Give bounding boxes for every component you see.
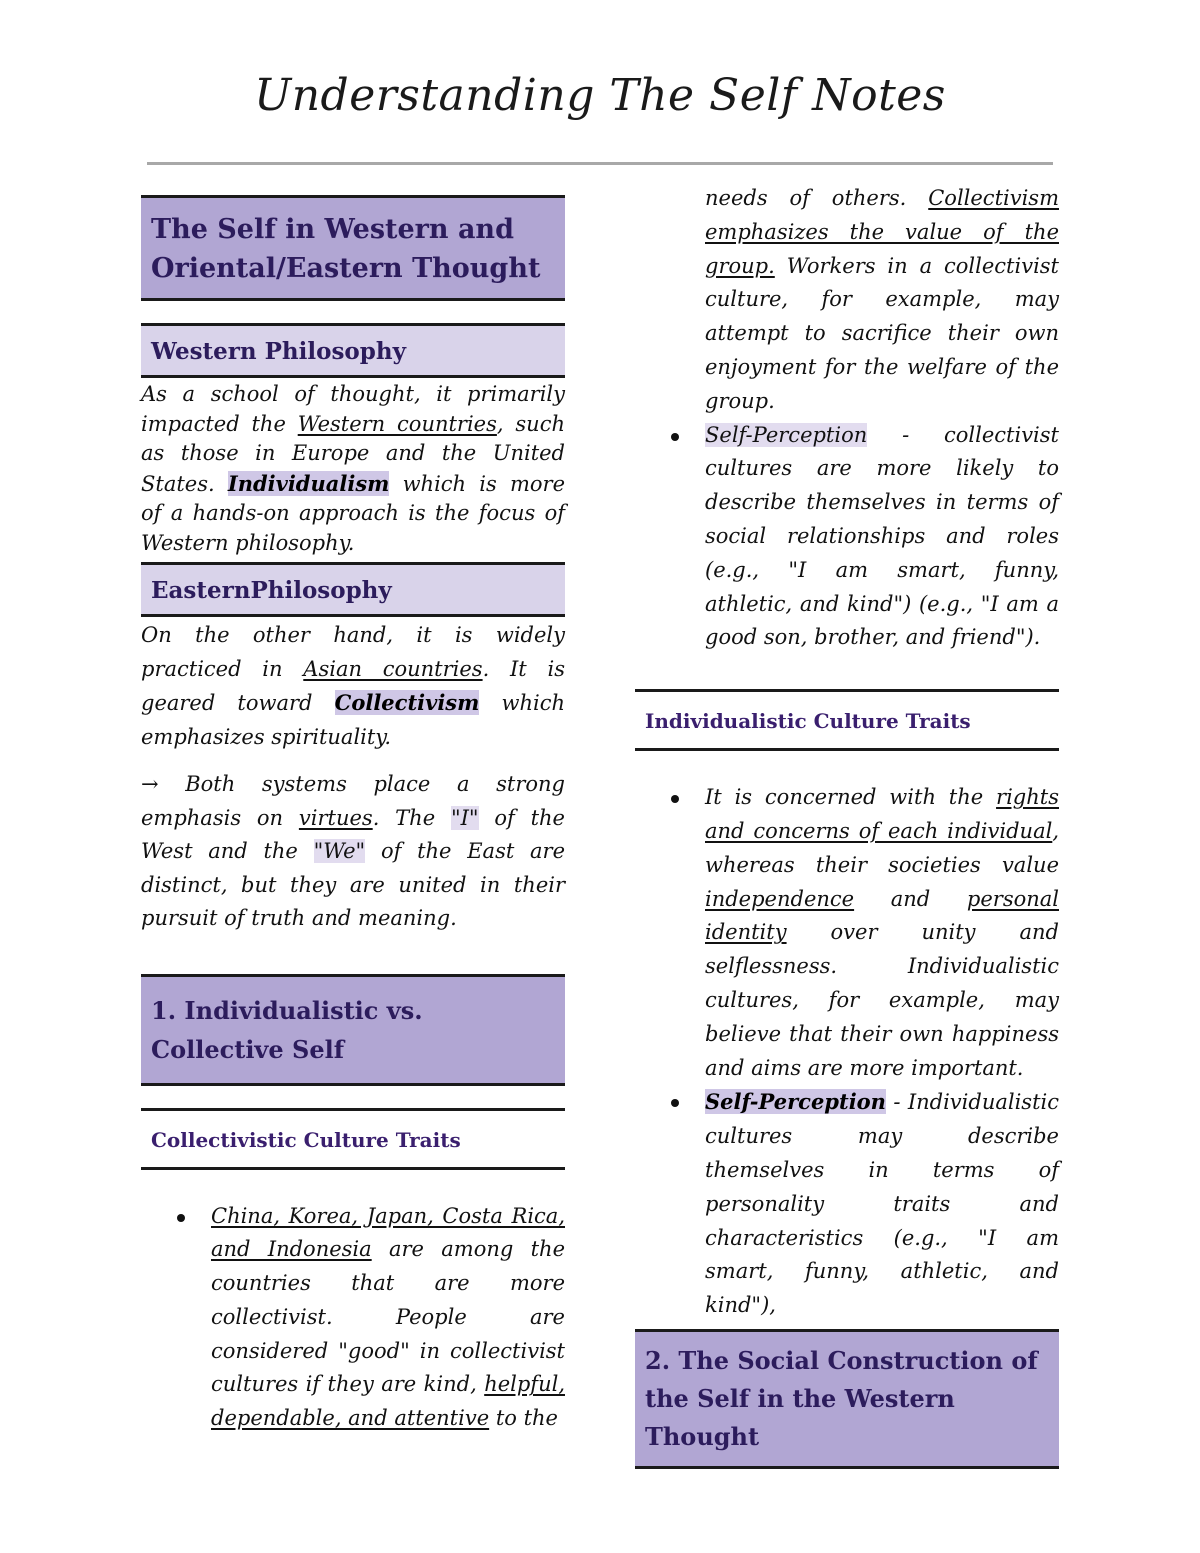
list-item: Self-Perception - collectivist cultures are more likely to describe themselves in terms of social relationships and roles (e.g., "I am smart, funny, athletic, and kind") (e.g., "I am a good son, brother, and friend"). [705,419,1059,656]
bullet-icon [671,433,679,441]
self-perception-list [635,419,1059,656]
section2-heading: 2. The Social Construction of the Self in the Western Thought [635,1329,1059,1469]
traits-link: helpful, dependable, and attentive [211,1372,565,1431]
collectivistic-traits-heading: Collectivistic Culture Traits [141,1108,565,1170]
eastern-philosophy-heading: EasternPhilosophy [141,562,565,617]
rights-link: rights and concerns of each individual [705,785,1059,843]
bullet-icon [177,1214,185,1222]
collectivism-value-link: Collectivism emphasizes the value of the group. [705,186,1059,278]
eastern-philosophy-text: On the other hand, it is widely practiced in Asian countries. It is geared toward Collectivism which emphasizes spirituality. [141,623,565,749]
individualistic-traits-heading: Individualistic Culture Traits [635,689,1059,751]
i-of-west: "I" [450,805,479,830]
countries-link: China, Korea, Japan, Costa Rica, and Indonesia [211,1203,565,1262]
western-countries-link: Western countries [297,411,497,436]
arrow-icon: → [141,772,159,796]
self-perception-label-2: Self-Perception [705,1089,886,1115]
main-heading-western-eastern: The Self in Western and Oriental/Eastern Thought [141,195,565,301]
we-of-east: "We" [313,839,366,863]
collectivism-term: Collectivism [334,690,480,715]
title-divider [147,162,1053,165]
personal-identity-link: personal identity [705,886,1059,945]
virtues-link: virtues [298,805,373,830]
independence-link: independence [705,886,855,911]
individualistic-list [635,781,1059,1323]
collectivism-continuation: needs of others. Collectivism emphasizes the value of the group. Workers in a collectivist culture, for example, may attempt to sacrifice their own enjoyment for the welfare of the group. [705,186,1059,413]
western-philosophy-text: As a school of thought, it primarily impacted the Western countries, such as those in Europe and the United States. Individualism which is more of a hands-on approach is the focus of Western philosophy. [141,382,566,555]
western-philosophy-heading: Western Philosophy [141,323,565,378]
both-systems-text: → Both systems place a strong emphasis on virtues. The "I" of the West and the "We" of the East are distinct, but they are united in their pursuit of truth and meaning. [141,772,566,930]
right-column [635,182,1059,1491]
bullet-icon [671,1099,679,1107]
self-perception-label: Self-Perception [705,422,868,447]
asian-countries-link: Asian countries [303,656,483,681]
list-item: China, Korea, Japan, Costa Rica, and Indonesia are among the countries that are more collectivist. People are considered "good" in collectivist cultures if they are kind, helpful, dependable, and attentive to the [211,1200,565,1437]
individualism-term: Individualism [227,470,390,496]
page-title: Understanding The Self Notes [254,70,946,121]
section1-heading: 1. Individualistic vs. Collective Self [141,974,565,1086]
list-item: It is concerned with the rights and concerns of each individual, whereas their societies value independence and personal identity over unity and selflessness. Individualistic cultures, for example, may believe that their own happiness and aims are more important. [705,781,1059,1085]
collectivistic-list [141,1200,565,1437]
bullet-icon [671,795,679,803]
list-item: Self-Perception - Individualistic cultures may describe themselves in terms of personality traits and characteristics (e.g., "I am smart, funny, athletic, and kind"), [705,1085,1059,1323]
left-column [141,195,565,1436]
